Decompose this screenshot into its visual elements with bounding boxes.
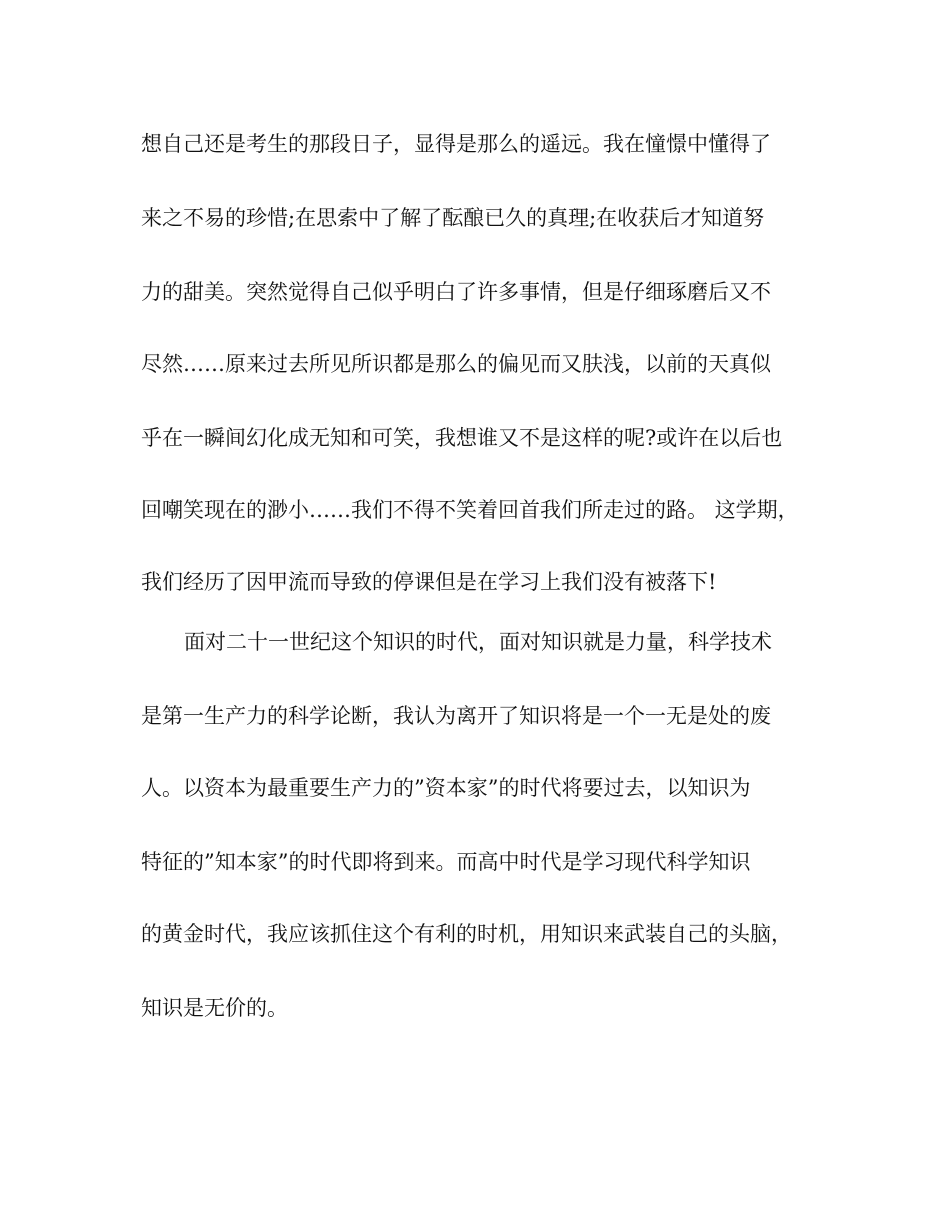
text-line: 知识是无价的。 xyxy=(141,996,288,1020)
text-line: 想自己还是考生的那段日子，显得是那么的遥远。我在憧憬中懂得了 xyxy=(141,132,771,156)
text-line: 的黄金时代，我应该抓住这个有利的时机，用知识来武装自己的头脑， xyxy=(141,922,792,946)
text-line: 人。以资本为最重要生产力的”资本家”的时代将要过去，以知识为 xyxy=(141,776,751,800)
paragraph-first-line: 面对二十一世纪这个知识的时代，面对知识就是力量，科学技术 xyxy=(184,630,772,654)
text-line: 力的甜美。突然觉得自己似乎明白了许多事情，但是仔细琢磨后又不 xyxy=(141,280,771,304)
text-line: 乎在一瞬间幻化成无知和可笑，我想谁又不是这样的呢?或许在以后也 xyxy=(141,426,783,450)
text-line: 尽然……原来过去所见所识都是那么的偏见而又肤浅，以前的天真似 xyxy=(141,352,771,376)
text-line: 特征的”知本家”的时代即将到来。而高中时代是学习现代科学知识 xyxy=(141,850,751,874)
text-line: 来之不易的珍惜;在思索中了解了酝酿已久的真理;在收获后才知道努 xyxy=(141,206,765,230)
text-line: 回嘲笑现在的渺小……我们不得不笑着回首我们所走过的路。 这学期， xyxy=(141,498,799,522)
text-line: 是第一生产力的科学论断，我认为离开了知识将是一个一无是处的废 xyxy=(141,704,771,728)
text-line: 我们经历了因甲流而导致的停课但是在学习上我们没有被落下! xyxy=(141,570,717,594)
